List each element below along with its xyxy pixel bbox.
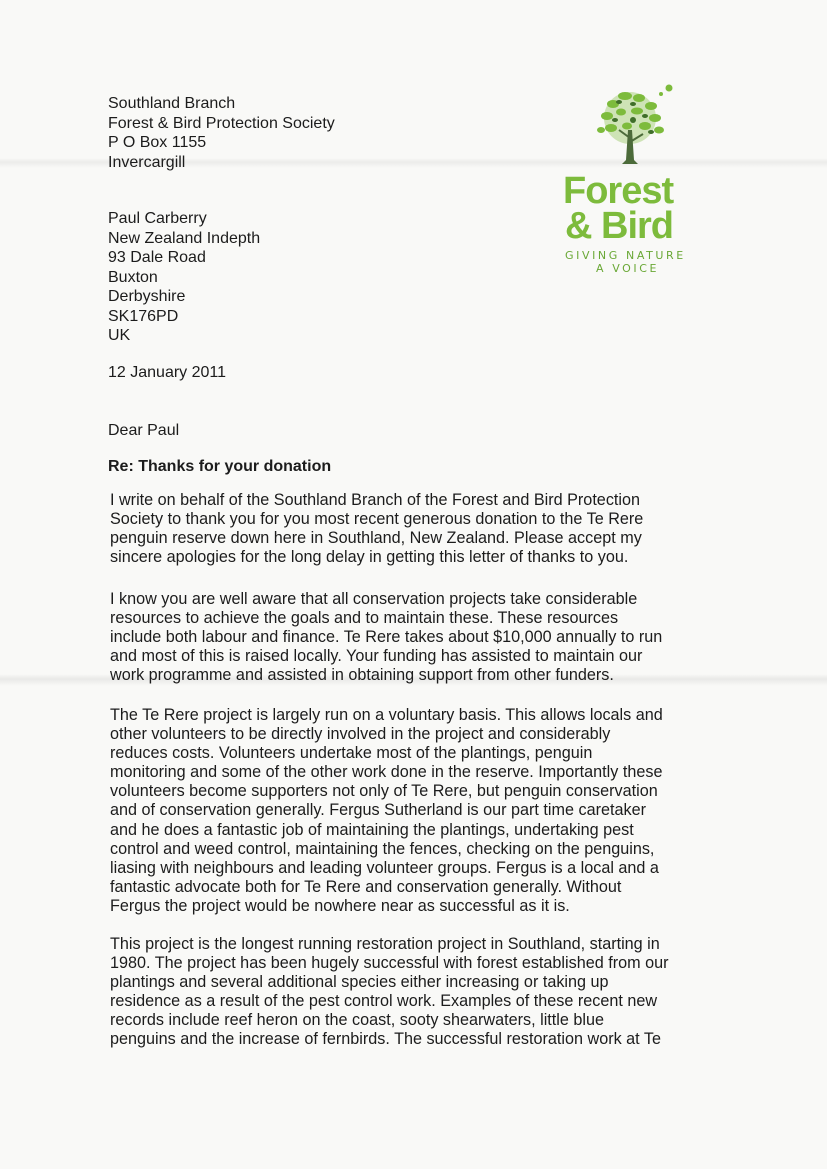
recipient-line: SK176PD	[108, 307, 179, 325]
recipient-line: Paul Carberry	[108, 210, 207, 227]
subject-line: Re: Thanks for your donation	[108, 458, 332, 475]
recipient-line: UK	[108, 327, 131, 344]
recipient-line: 93 Dale Road	[108, 249, 206, 266]
paragraph-line: penguins and the increase of fernbirds. The successful restoration work at Te	[110, 1030, 661, 1049]
recipient-address	[108, 209, 260, 346]
paragraph-line: resources to achieve the goals and to maintain these. These resources	[110, 609, 619, 628]
paragraph-line: and of conservation generally. Fergus Sutherland is our part time caretaker	[110, 801, 646, 820]
tagline-line2: A VOICE	[596, 262, 660, 275]
paragraph-line: volunteers become supporters not only of Te Rere, but penguin conservation	[110, 782, 658, 801]
paragraph-line: sincere apologies for the long delay in getting this letter of thanks to you.	[110, 548, 629, 567]
paragraph-line: I know you are well aware that all conservation projects take considerable	[110, 590, 638, 608]
paragraph-line: The Te Rere project is largely run on a voluntary basis. This allows locals and	[110, 706, 663, 724]
salutation: Dear Paul	[108, 422, 180, 439]
sender-line: Invercargill	[108, 153, 186, 171]
brand-name-line1: Forest	[563, 170, 674, 212]
paragraph-line: residence as a result of the pest control work. Examples of these recent new	[110, 992, 658, 1011]
body-paragraph	[110, 706, 710, 916]
paragraph-line: and most of this is raised locally. Your funding has assisted to maintain our	[110, 647, 643, 666]
letter-date: 12 January 2011	[108, 364, 227, 381]
paragraph-line: liasing with neighbours and leading volunteer groups. Fergus is a local and a	[110, 858, 659, 877]
sender-line: P O Box 1155	[108, 134, 207, 151]
sender-line: Southland Branch	[108, 95, 236, 112]
body-paragraph	[110, 491, 710, 567]
paragraph-line: fantastic advocate both for Te Rere and conservation generally. Without	[110, 877, 622, 896]
paragraph-line: control and weed control, maintaining the fences, checking on the penguins,	[110, 839, 655, 858]
paragraph-line: penguin reserve down here in Southland, New Zealand. Please accept my	[110, 529, 642, 548]
paragraph-line: I write on behalf of the Southland Branch of the Forest and Bird Protection	[110, 491, 641, 509]
paragraph-line: work programme and assisted in obtaining support from other funders.	[110, 666, 614, 685]
forest-and-bird-logo	[555, 80, 705, 280]
body-paragraph	[110, 590, 710, 685]
paragraph-line: other volunteers to be directly involved in the project and considerably	[110, 725, 611, 744]
paragraph-line: include both labour and finance. Te Rere takes about $10,000 annually to run	[110, 628, 663, 647]
paragraph-line: This project is the longest running restoration project in Southland, starting in	[110, 935, 660, 953]
paragraph-line: records include reef heron on the coast, sooty shearwaters, little blue	[110, 1011, 604, 1030]
brand-name-line2: & Bird	[565, 205, 673, 247]
paragraph-line: monitoring and some of the other work done in the reserve. Importantly these	[110, 763, 663, 782]
recipient-line: Derbyshire	[108, 288, 186, 305]
paragraph-line: plantings and several additional species either increasing or taking up	[110, 973, 609, 992]
paragraph-line: 1980. The project has been hugely successful with forest established from our	[110, 954, 669, 973]
tagline-line1: GIVING NATURE	[565, 249, 686, 262]
recipient-line: New Zealand Indepth	[108, 229, 261, 247]
tree-with-birds-icon	[575, 80, 685, 170]
paragraph-line: and he does a fantastic job of maintaining the plantings, undertaking pest	[110, 820, 634, 839]
sender-line: Forest & Bird Protection Society	[108, 114, 335, 132]
paragraph-line: reduces costs. Volunteers undertake most of the plantings, penguin	[110, 744, 593, 763]
body-paragraph	[110, 935, 710, 1050]
recipient-line: Buxton	[108, 268, 158, 286]
paragraph-line: Fergus the project would be nowhere near as successful as it is.	[110, 896, 570, 915]
paragraph-line: Society to thank you for you most recent generous donation to the Te Rere	[110, 510, 644, 529]
sender-address	[108, 94, 335, 172]
